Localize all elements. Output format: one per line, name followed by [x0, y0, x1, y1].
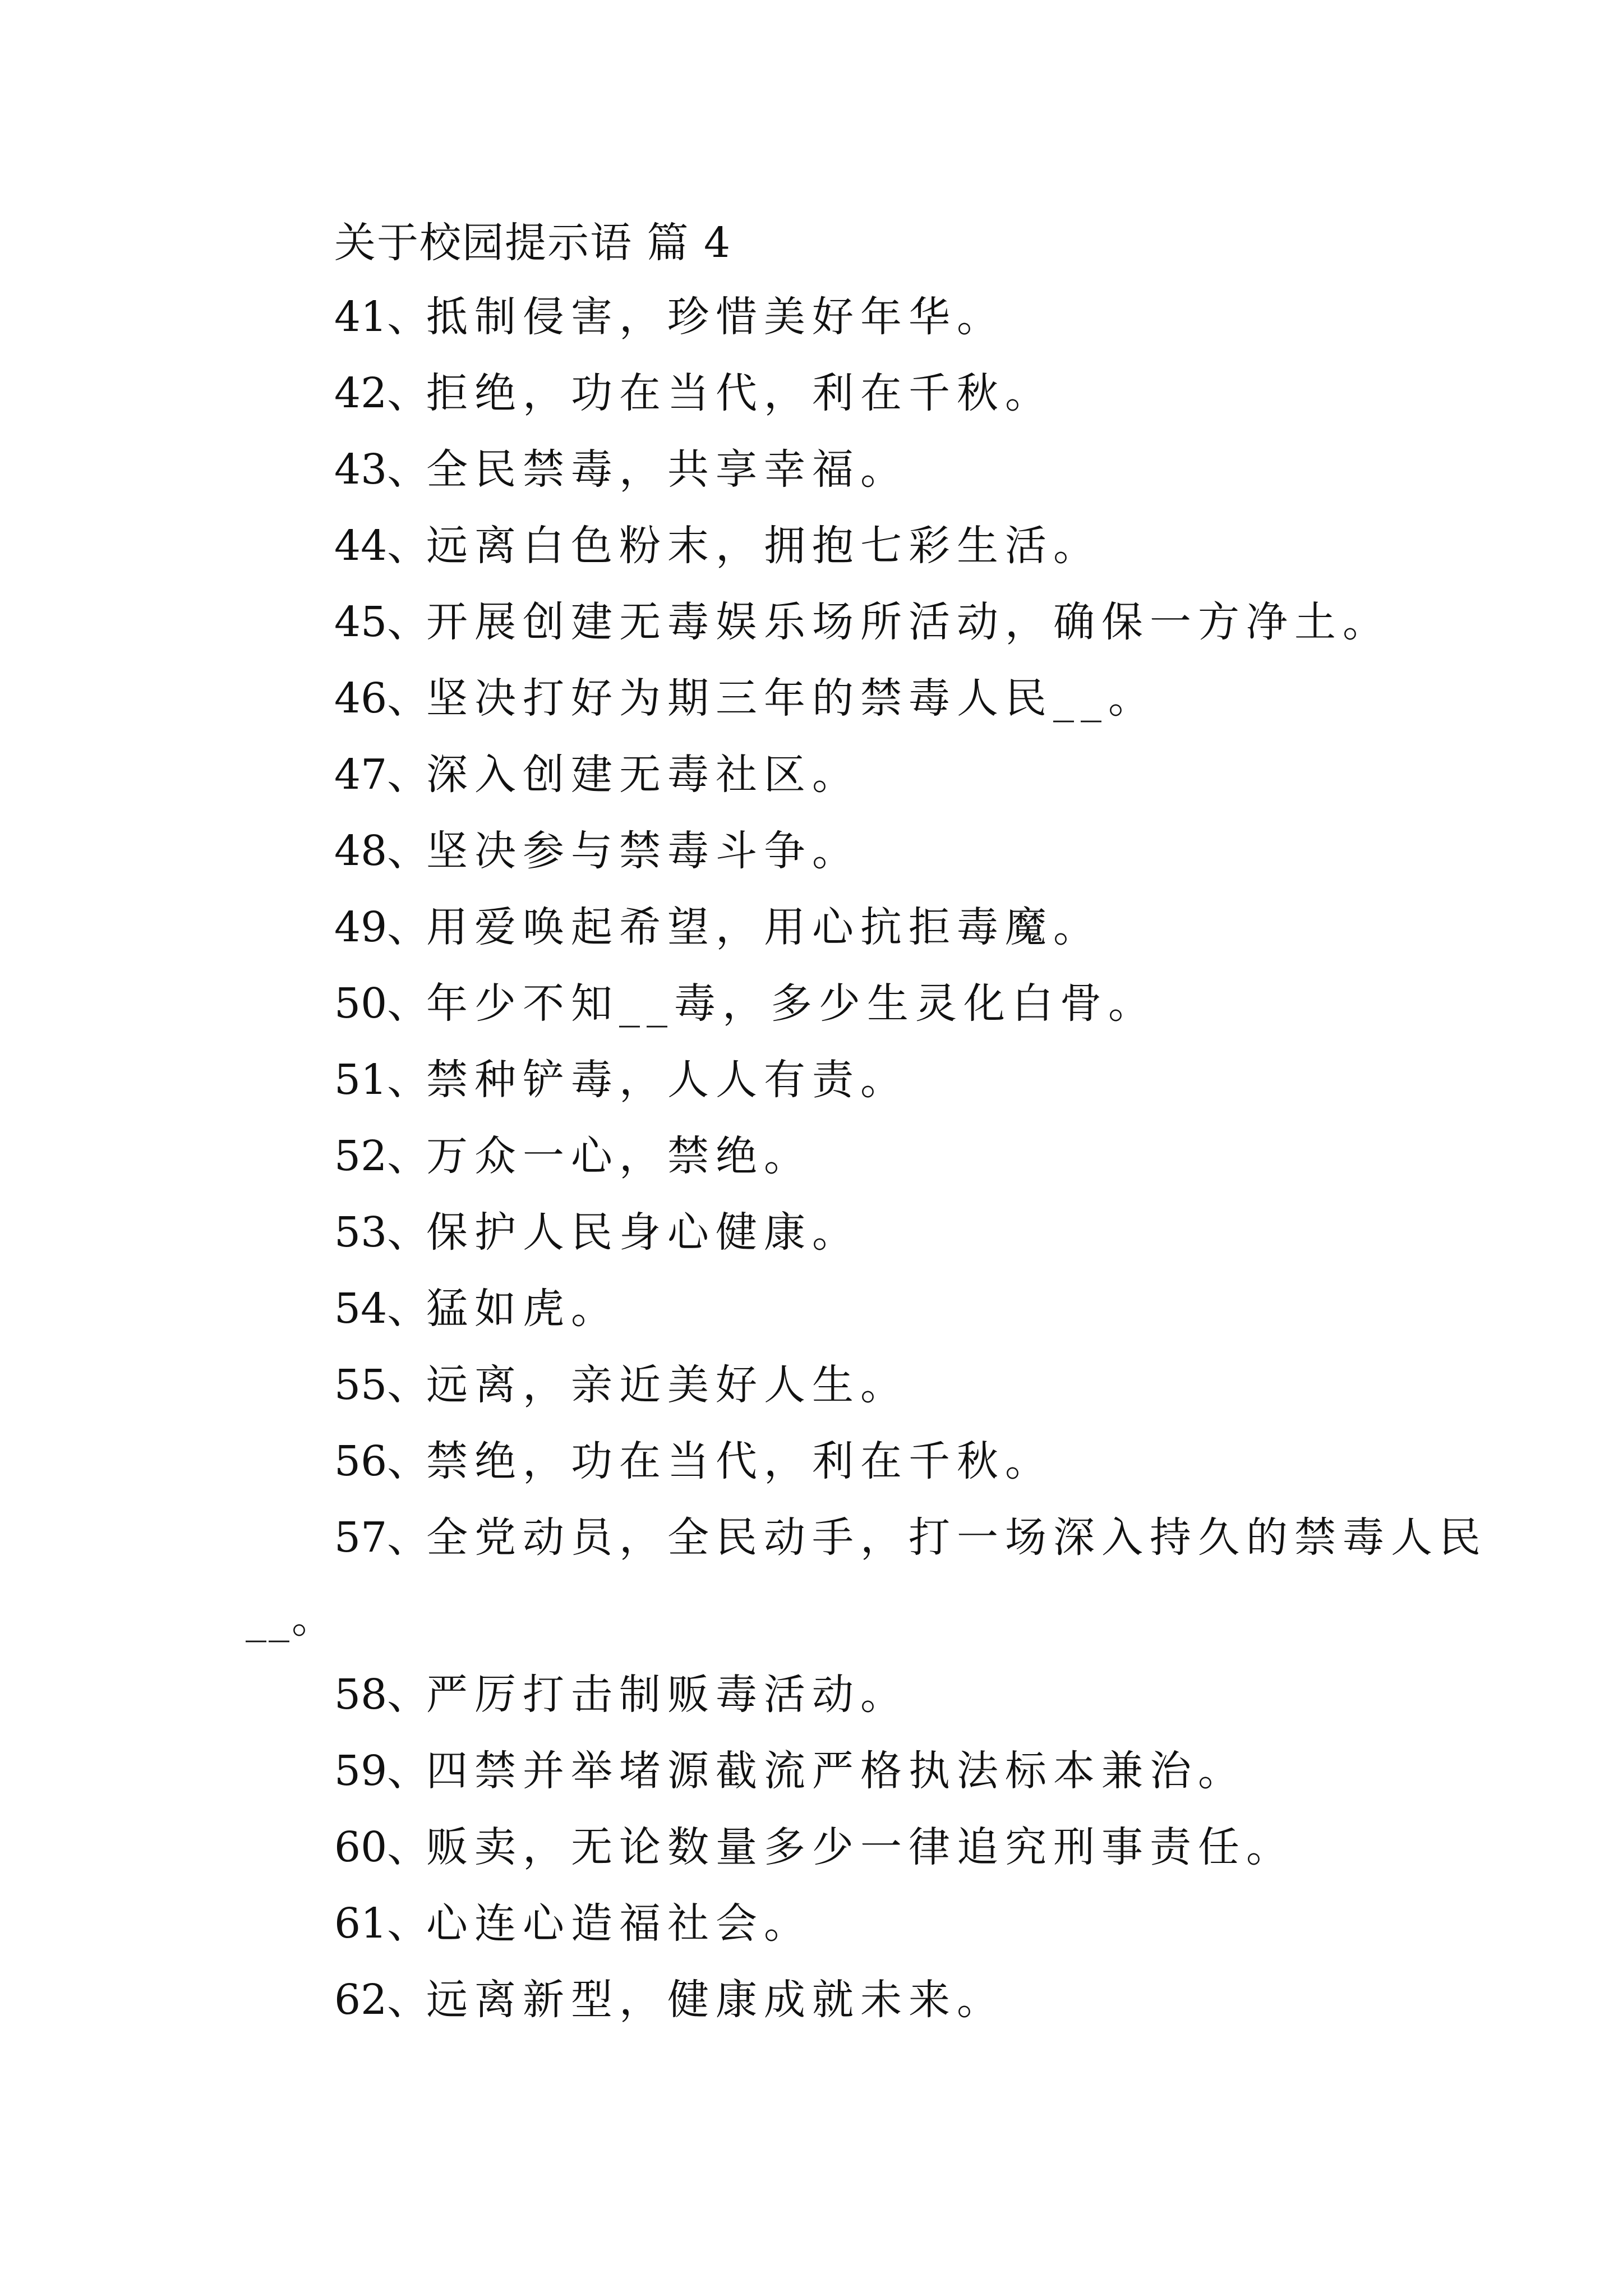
- item-text: 万众一心，禁绝。: [426, 1132, 812, 1180]
- item-number: 53、: [334, 1208, 429, 1257]
- wrapped-line: __。: [246, 1594, 335, 1642]
- item-number: 49、: [334, 903, 429, 951]
- item-text: 远离新型，健康成就未来。: [426, 1976, 1005, 2024]
- list-item: [0, 1131, 1623, 1207]
- list-item: [0, 1360, 1623, 1436]
- item-number: 57、: [334, 1513, 429, 1562]
- item-text: 年少不知__毒，多少生灵化白骨。: [426, 979, 1156, 1028]
- list-item: [0, 978, 1623, 1055]
- list-item: [0, 292, 1623, 368]
- list-item: [0, 1055, 1623, 1131]
- item-number: 61、: [334, 1899, 429, 1948]
- list-item: [0, 1898, 1623, 1975]
- item-text: 坚决参与禁毒斗争。: [426, 827, 860, 875]
- list-item: [0, 1822, 1623, 1898]
- item-number: 51、: [334, 1056, 429, 1104]
- item-text: 远离白色粉末，拥抱七彩生活。: [426, 522, 1101, 570]
- item-text: 开展创建无毒娱乐场所活动，确保一方净土。: [426, 598, 1391, 646]
- item-number: 52、: [334, 1132, 429, 1180]
- item-text: 心连心造福社会。: [426, 1899, 812, 1948]
- list-item: [0, 1669, 1623, 1746]
- item-number: 54、: [334, 1285, 429, 1333]
- document-title: 关于校园提示语 篇 4: [334, 219, 732, 267]
- item-number: 45、: [334, 598, 429, 646]
- list-item: [0, 749, 1623, 826]
- item-text: 贩卖，无论数量多少一律追究刑事责任。: [426, 1823, 1294, 1871]
- slogan-list: [0, 292, 1623, 1589]
- item-text: 抵制侵害，珍惜美好年华。: [426, 293, 1005, 341]
- list-item: [0, 368, 1623, 444]
- item-number: 48、: [334, 827, 429, 875]
- list-item: [0, 673, 1623, 749]
- list-item: [0, 826, 1623, 902]
- item-number: 58、: [334, 1671, 429, 1719]
- item-text: 全民禁毒，共享幸福。: [426, 445, 909, 494]
- item-number: 47、: [334, 751, 429, 799]
- item-number: 59、: [334, 1747, 429, 1795]
- list-item: [0, 1746, 1623, 1822]
- item-number: 50、: [334, 979, 429, 1028]
- list-item: [0, 1436, 1623, 1512]
- item-number: 55、: [334, 1361, 429, 1409]
- item-text: 猛如虎。: [426, 1285, 619, 1333]
- list-item: [0, 1512, 1623, 1589]
- slogan-list-continued: [0, 1669, 1623, 2051]
- item-text: 四禁并举堵源截流严格执法标本兼治。: [426, 1747, 1246, 1795]
- item-number: 46、: [334, 674, 429, 723]
- list-item: [0, 1975, 1623, 2051]
- item-text: 保护人民身心健康。: [426, 1208, 860, 1257]
- item-number: 44、: [334, 522, 429, 570]
- item-text: 禁种铲毒，人人有责。: [426, 1056, 909, 1104]
- item-text: 坚决打好为期三年的禁毒人民__。: [426, 674, 1156, 723]
- item-text: 拒绝，功在当代，利在千秋。: [426, 369, 1053, 417]
- item-text: 严厉打击制贩毒活动。: [426, 1671, 909, 1719]
- item-number: 62、: [334, 1976, 429, 2024]
- item-text: 全党动员，全民动手，打一场深入持久的禁毒人民: [426, 1513, 1487, 1562]
- item-number: 41、: [334, 293, 429, 341]
- item-text: 远离，亲近美好人生。: [426, 1361, 909, 1409]
- item-number: 60、: [334, 1823, 429, 1871]
- item-text: 深入创建无毒社区。: [426, 751, 860, 799]
- item-number: 43、: [334, 445, 429, 494]
- list-item: [0, 444, 1623, 521]
- list-item: [0, 521, 1623, 597]
- list-item: [0, 902, 1623, 978]
- list-item: [0, 1283, 1623, 1360]
- item-text: 用爱唤起希望，用心抗拒毒魔。: [426, 903, 1101, 951]
- item-number: 56、: [334, 1437, 429, 1485]
- list-item: [0, 1207, 1623, 1283]
- item-text: 禁绝，功在当代，利在千秋。: [426, 1437, 1053, 1485]
- list-item: [0, 597, 1623, 673]
- item-number: 42、: [334, 369, 429, 417]
